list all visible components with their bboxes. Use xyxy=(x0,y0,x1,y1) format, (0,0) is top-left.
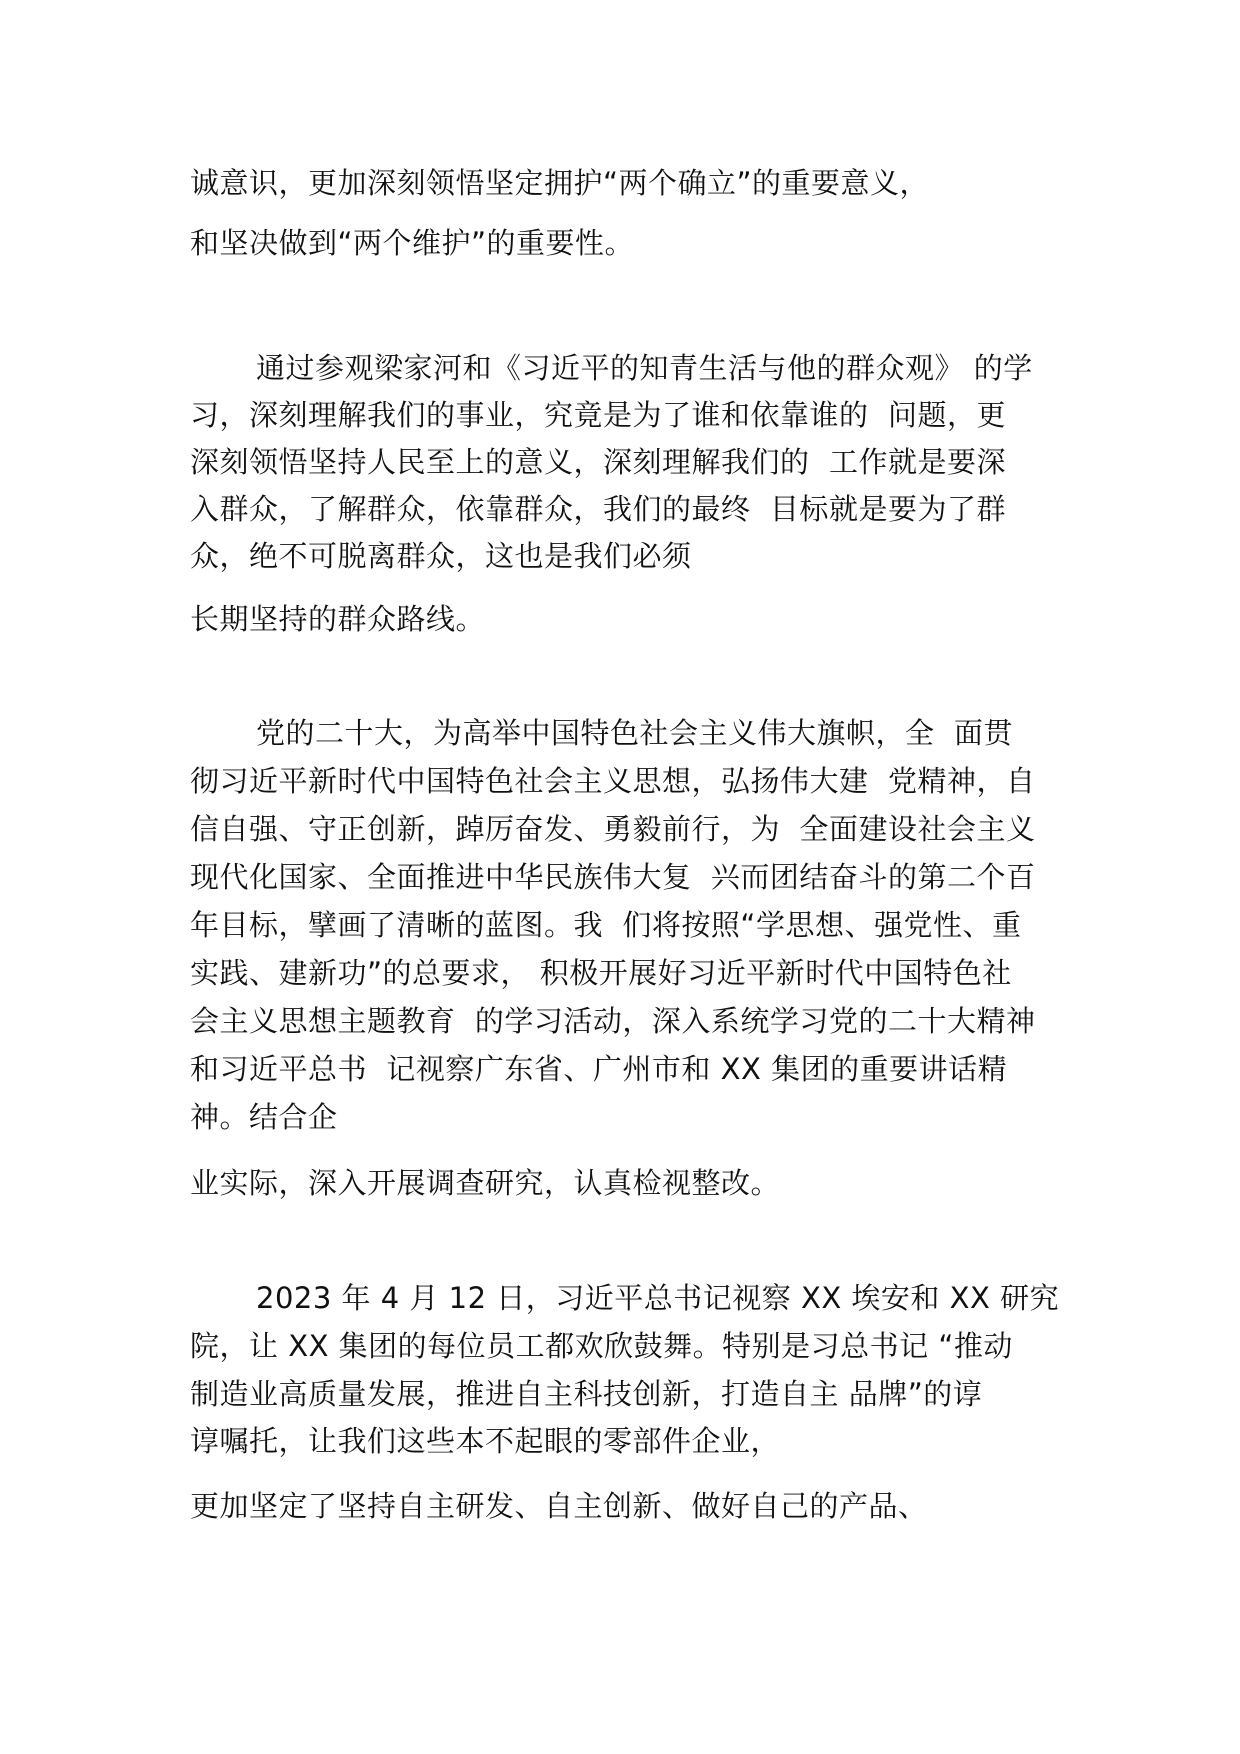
paragraph-3-line-1: 2023 年 4 月 12 日，习近平总书记视察 XX 埃安和 XX 研究 xyxy=(256,1281,1060,1315)
paragraph-2-line-8: 和习近平总书 记视察广东省、广州市和 XX 集团的重要讲话精 xyxy=(190,1052,1008,1086)
paragraph-3-line-3: 制造业高质量发展，推进自主科技创新，打造自主 品牌”的谆 xyxy=(190,1377,983,1411)
paragraph-2-line-5: 年目标，擘画了清晰的蓝图。我 们将按照“学思想、强党性、重 xyxy=(190,908,1022,942)
paragraph-1-line-1: 通过参观梁家河和《习近平的知青生活与他的群众观》 的学 xyxy=(256,351,1033,385)
paragraph-1-line-5: 众，绝不可脱离群众，这也是我们必须 xyxy=(190,539,692,573)
paragraph-2-line-7: 会主义思想主题教育 的学习活动，深入系统学习党的二十大精神 xyxy=(190,1004,1036,1038)
paragraph-1-line-6: 长期坚持的群众路线。 xyxy=(190,602,486,636)
paragraph-1-line-3: 深刻领悟坚持人民至上的意义，深刻理解我们的 工作就是要深 xyxy=(190,445,1006,479)
paragraph-3-line-5: 更加坚定了坚持自主研发、自主创新、做好自己的产品、 xyxy=(190,1489,928,1523)
paragraph-2-line-9: 神。结合企 xyxy=(190,1100,338,1134)
paragraph-1-line-4: 入群众，了解群众，依靠群众，我们的最终 目标就是要为了群 xyxy=(190,492,1006,526)
text-line-1: 诚意识，更加深刻领悟坚定拥护“两个确立”的重要意义， xyxy=(190,166,930,200)
paragraph-2-line-6: 实践、建新功”的总要求， 积极开展好习近平新时代中国特色社 xyxy=(190,956,1012,990)
paragraph-2-line-10: 业实际，深入开展调查研究，认真检视整改。 xyxy=(190,1166,781,1200)
paragraph-1-line-2: 习，深刻理解我们的事业，究竟是为了谁和依靠谁的 问题，更 xyxy=(190,398,1006,432)
text-line-2: 和坚决做到“两个维护”的重要性。 xyxy=(190,226,635,260)
paragraph-2-line-2: 彻习近平新时代中国特色社会主义思想，弘扬伟大建 党精神，自 xyxy=(190,764,1036,798)
paragraph-2-line-3: 信自强、守正创新，踔厉奋发、勇毅前行，为 全面建设社会主义 xyxy=(190,812,1036,846)
paragraph-2-line-4: 现代化国家、全面推进中华民族伟大复 兴而团结奋斗的第二个百 xyxy=(190,860,1036,894)
paragraph-3-line-2: 院，让 XX 集团的每位员工都欢欣鼓舞。特别是习总书记 “推动 xyxy=(190,1329,1013,1363)
paragraph-3-line-4: 谆嘱托，让我们这些本不起眼的零部件企业， xyxy=(190,1424,781,1458)
paragraph-2-line-1: 党的二十大，为高举中国特色社会主义伟大旗帜，全 面贯 xyxy=(256,716,1013,750)
